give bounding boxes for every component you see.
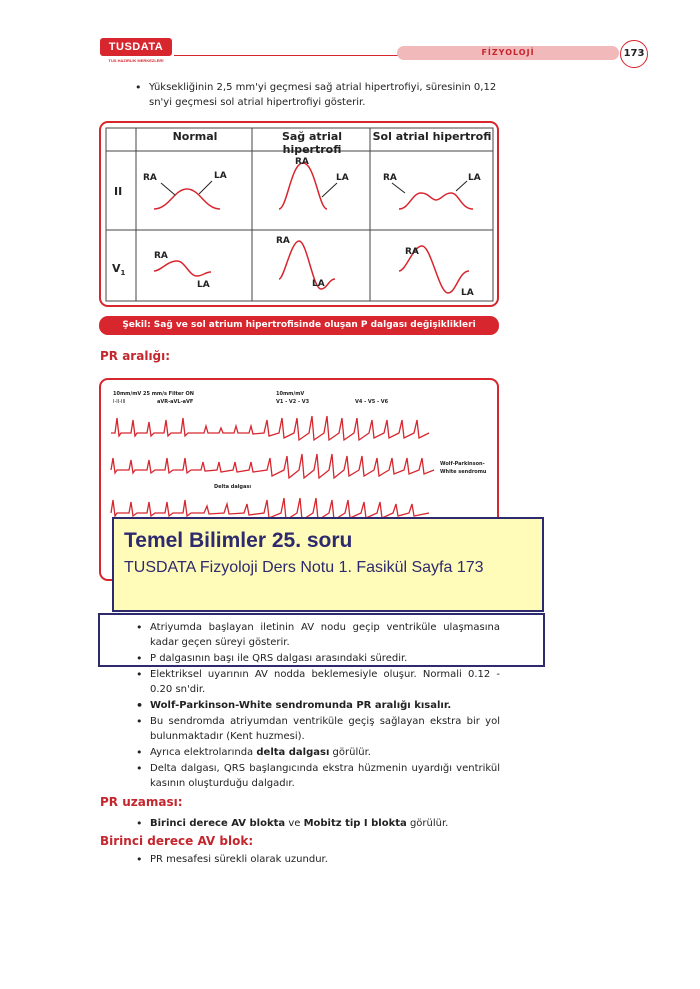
ecg-label-mid2: V1 - V2 - V3	[276, 399, 310, 405]
pr-bullet-7: • Delta dalgası, QRS başlangıcında ekstra hüzmenin uyardığı ventrikül kasının oluşturduğu dalgadır.	[150, 761, 500, 791]
tusdata-logo	[100, 38, 174, 68]
pr-bullet-4: • Wolf-Parkinson-White sendromunda PR aralığı kısalır.	[150, 698, 500, 713]
label-ra: RA	[143, 173, 157, 183]
overlay-subtitle: TUSDATA Fizyoloji Ders Notu 1. Fasikül Sayfa 173	[124, 559, 484, 576]
ecg-label-mid1: 10mm/mV	[276, 391, 305, 397]
row-lead-v1: $V_1$	[112, 262, 126, 278]
row-lead-ii: II	[114, 185, 123, 198]
figure-caption: Şekil: Sağ ve sol atrium hipertrofisinde oluşan P dalgası değişiklikleri	[99, 316, 499, 335]
logo-subtext: TUS HAZIRLIK MERKEZLERİ	[108, 58, 164, 63]
pr-bullet-3: • Elektriksel uyarının AV nodda beklemesiyle oluşur. Normali 0.12 - 0.20 sn'dir.	[150, 667, 500, 697]
pr-bullet-5: • Bu sendromda atriyumdan ventriküle geçiş sağlayan ekstra bir yol bulunmaktadır (Kent huzmesi).	[150, 714, 500, 744]
label-ra: RA	[276, 236, 290, 246]
label-ra: RA	[154, 251, 168, 261]
section-title: FİZYOLOJİ	[397, 46, 619, 60]
ecg-label-wpw: Wolf-Parkinson- White sendromu	[440, 461, 487, 475]
pr-prolongation-bullet: • Birinci derece AV blokta ve Mobitz tip I blokta görülür.	[150, 816, 500, 831]
ecg-label-right: V4 - V5 - V6	[355, 399, 389, 405]
ecg-label-settings: 10mm/mV 25 mm/s Filter ON	[113, 391, 194, 397]
intro-bullet: • Yüksekliğinin 2,5 mm'yi geçmesi sağ atrial hipertrofiyi, süresinin 0,12 sn'yi geçmesi sol atrial hipertrofiyi gösterir.	[149, 80, 501, 110]
label-ra: RA	[295, 157, 309, 167]
pr-prolongation-heading: PR uzaması:	[100, 795, 183, 809]
av-block-heading: Birinci derece AV blok:	[100, 834, 254, 848]
overlay-highlight-box	[98, 613, 545, 667]
ecg-label-leads1: I-II-III	[113, 399, 126, 405]
pr-bullet-2: • P dalgasının başı ile QRS dalgası arasındaki süredir.	[150, 651, 500, 666]
ecg-label-leads2: aVR-aVL-aVF	[157, 399, 194, 405]
label-la: LA	[468, 173, 481, 183]
logo-text: TUSDATA	[100, 38, 172, 56]
label-ra: RA	[383, 173, 397, 183]
col-normal: Normal	[172, 130, 218, 143]
overlay-title: Temel Bilimler 25. soru	[124, 529, 353, 552]
label-la: LA	[461, 288, 474, 298]
pr-interval-heading: PR aralığı:	[100, 349, 171, 363]
col-left-atrial: Sol atrial hipertrofi	[372, 130, 492, 143]
label-la: LA	[336, 173, 349, 183]
ecg-label-delta: Delta dalgası	[214, 484, 252, 490]
pr-bullet-1: • Atriyumda başlayan iletinin AV nodu geçip ventriküle ulaşmasına kadar geçen süreyi gösterir.	[150, 620, 500, 650]
header-rule	[174, 55, 398, 56]
pr-bullet-6: • Ayrıca elektrolarında delta dalgası görülür.	[150, 745, 500, 760]
label-ra: RA	[405, 247, 419, 257]
label-la: LA	[197, 280, 210, 290]
label-la: LA	[312, 279, 325, 289]
page-number: 173	[620, 40, 648, 68]
label-la: LA	[214, 171, 227, 181]
question-overlay	[112, 517, 544, 612]
col-right-atrial: Sağ atrial hipertrofi	[281, 130, 343, 156]
av-block-bullet: • PR mesafesi sürekli olarak uzundur.	[150, 852, 500, 867]
